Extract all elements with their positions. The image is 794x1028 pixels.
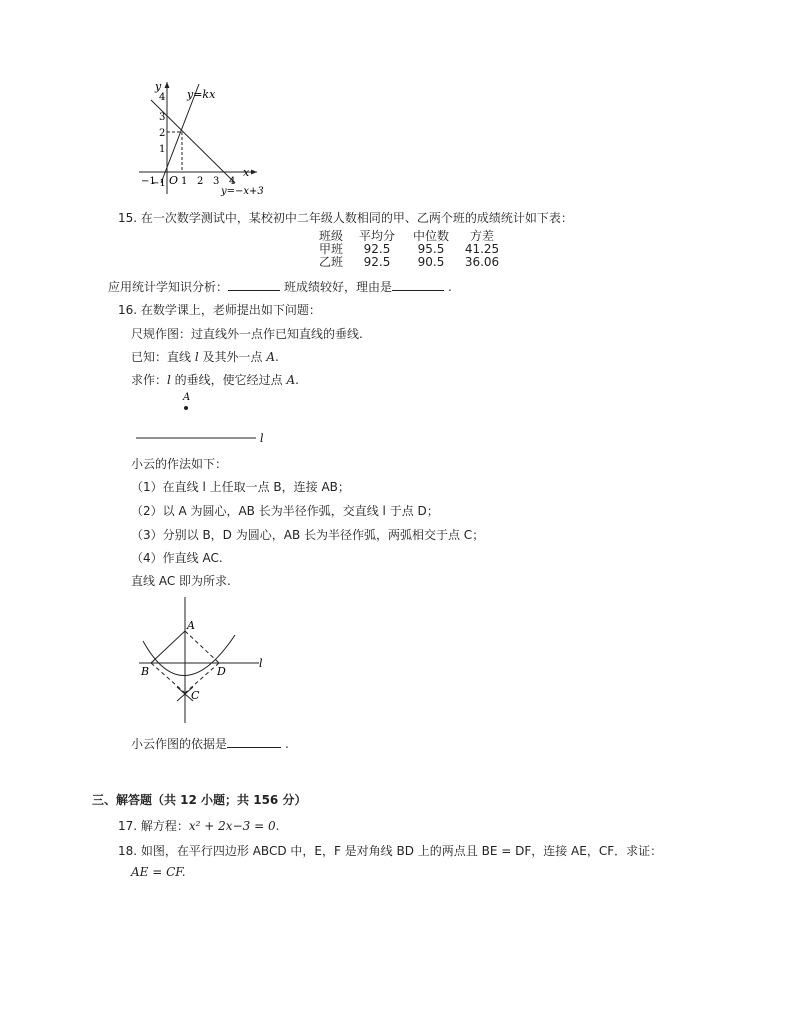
section-title: 三、解答题（共 12 小题；共 156 分） [92, 793, 307, 807]
table-cell: 95.5 [417, 242, 445, 256]
table-row [312, 256, 506, 269]
label-D: D [217, 665, 226, 678]
q16-find-l: l [167, 373, 171, 387]
line-l-label: l [260, 432, 264, 445]
x-tick: 2 [197, 176, 204, 187]
label-kx: y=kx [187, 88, 216, 101]
q16-step: （3）分别以 B，D 为圆心，AB 长为半径作弧，两弧相交于点 C； [131, 528, 485, 542]
q16-basis-end: . [285, 737, 289, 751]
y-axis-arrow [165, 82, 170, 88]
x-tick: 1 [181, 176, 188, 187]
x-tick: −1 [141, 176, 156, 187]
table-cell: 41.25 [464, 242, 500, 256]
q16-step: （2）以 A 为圆心，AB 长为半径作弧，交直线 l 于点 D； [131, 504, 439, 518]
table-cell: 90.5 [417, 255, 445, 269]
q16-basis-text: 小云作图的依据是 [131, 737, 228, 751]
q16-find-text: 的垂线，使它经过点 [170, 373, 287, 387]
segment-AD [185, 631, 219, 663]
label-line2: y=−x+3 [221, 186, 264, 197]
q16-known-l: l [194, 350, 199, 364]
answer-blank[interactable] [227, 735, 281, 748]
table-header: 中位数 [412, 229, 449, 243]
answer-blank[interactable] [392, 278, 444, 291]
q16-known-A: A [266, 350, 275, 364]
q17 [118, 818, 279, 834]
q16-conclusion: 直线 AC 即为所求. [131, 574, 231, 588]
label-B: B [141, 665, 150, 678]
q17-text: 17. 解方程： [118, 819, 189, 833]
origin-label: O [169, 174, 179, 187]
q15-analysis-mid: 班成绩较好，理由是 [284, 280, 393, 294]
table-cell: 甲班 [318, 242, 343, 256]
y-tick: 2 [159, 128, 166, 139]
point-A-label: A [183, 392, 191, 403]
table-cell: 92.5 [363, 242, 391, 256]
q16-known [131, 349, 279, 365]
table-cell: 36.06 [464, 255, 500, 269]
q16-known-text: . [274, 350, 279, 364]
point-and-line-figure [130, 388, 280, 448]
y-tick: 4 [159, 92, 166, 103]
segment-BC [151, 663, 185, 693]
q16-known-text: 及其外一点 [198, 350, 267, 364]
q18-line2: AE = CF. [131, 865, 186, 879]
q16-find [131, 372, 299, 388]
q15-stats-table [312, 230, 506, 269]
q16-method-title: 小云的作法如下： [131, 457, 228, 471]
q16-known-text: 已知：直线 [131, 350, 195, 364]
linear-functions-graph [135, 78, 265, 200]
q17-equation: x² + 2x−3 = 0. [188, 819, 280, 833]
label-C: C [191, 689, 200, 702]
label-l: l [259, 657, 263, 670]
y-tick: 1 [159, 144, 166, 155]
answer-blank[interactable] [228, 278, 280, 291]
q16-task: 尺规作图：过直线外一点作已知直线的垂线. [131, 327, 363, 341]
x-tick: 3 [213, 176, 220, 187]
y-tick: 3 [159, 112, 166, 123]
table-cell: 乙班 [318, 255, 343, 269]
y-tick: −1 [151, 178, 166, 189]
q16-find-text: 求作： [131, 373, 168, 387]
q16-basis [131, 735, 289, 752]
point-A-dot [184, 406, 188, 410]
table-header: 平均分 [358, 229, 395, 243]
label-A: A [187, 619, 195, 632]
q15-analysis [108, 278, 452, 295]
q16-find-A: A [286, 373, 296, 387]
x-axis-arrow [251, 170, 257, 175]
construction-figure [135, 595, 275, 725]
q15-text: 15. 在一次数学测试中，某校初中二年级人数相同的甲、乙两个班的成绩统计如下表： [118, 211, 573, 225]
q15-analysis-end: . [448, 280, 452, 294]
q16-step: （1）在直线 l 上任取一点 B，连接 AB； [131, 480, 350, 494]
x-tick: 4 [229, 176, 236, 187]
q16-step: （4）作直线 AC. [131, 551, 223, 565]
q16-find-text: . [295, 373, 299, 387]
q15-analysis-prefix: 应用统计学知识分析： [108, 280, 229, 294]
q18-line1: 18. 如图，在平行四边形 ABCD 中，E，F 是对角线 BD 上的两点且 BE = DF，连接 AE，CF．求证： [118, 844, 663, 858]
x-axis-label: x [243, 166, 250, 179]
table-cell: 92.5 [363, 255, 391, 269]
y-axis-label: y [155, 80, 162, 93]
q16-text: 16. 在数学课上，老师提出如下问题： [118, 303, 321, 317]
segment-AB [151, 631, 185, 663]
table-header: 方差 [469, 229, 494, 243]
table-header: 班级 [318, 229, 343, 243]
